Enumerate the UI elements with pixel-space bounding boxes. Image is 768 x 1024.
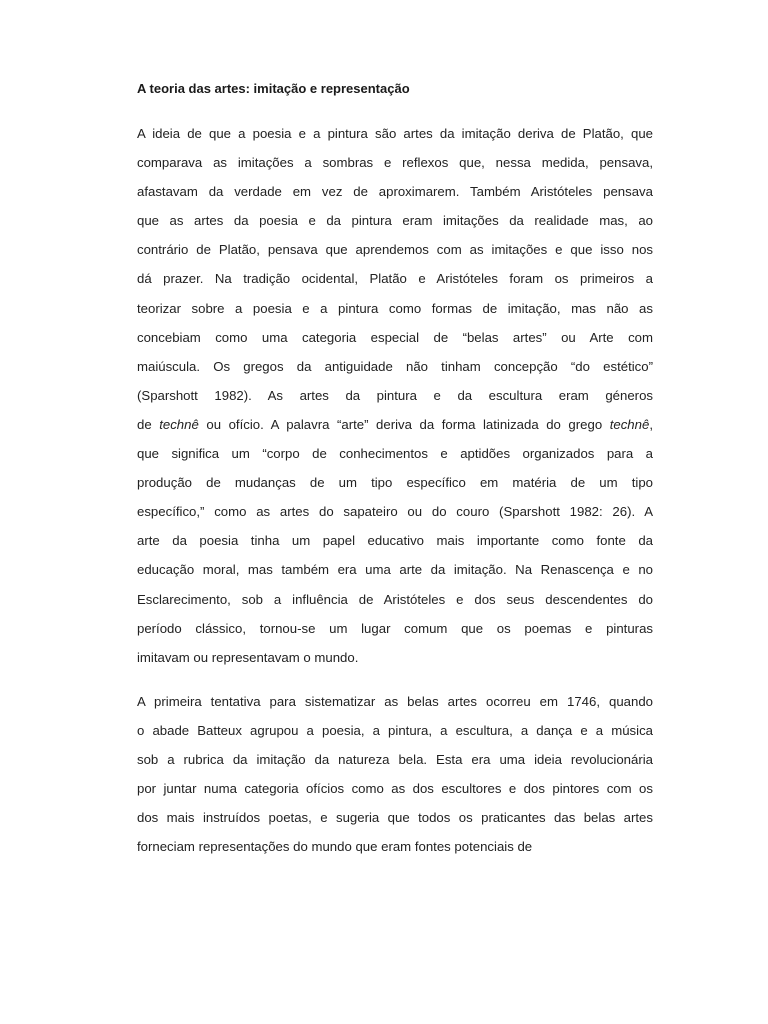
text-line — [137, 692, 653, 721]
text-line — [137, 560, 653, 589]
text-line — [137, 269, 653, 298]
text-segment: dá prazer. Na tradição ocidental, Platão e Aristóteles foram os primeiros a — [137, 271, 653, 287]
text-line — [137, 299, 653, 328]
paragraph — [137, 692, 653, 867]
text-line — [137, 182, 653, 211]
text-segment: educação moral, mas também era uma arte da imitação. Na Renascença e no — [137, 562, 653, 578]
paragraph — [137, 124, 653, 677]
text-segment: arte da poesia tinha um papel educativo mais importante como fonte da — [137, 533, 653, 549]
text-line — [137, 721, 653, 750]
text-line — [137, 386, 653, 415]
text-line — [137, 750, 653, 779]
text-line — [137, 240, 653, 269]
text-segment: por juntar numa categoria ofícios como as dos escultores e dos pintores com os — [137, 781, 653, 797]
text-line — [137, 531, 653, 560]
text-line — [137, 590, 653, 619]
text-segment: que as artes da poesia e da pintura eram imitações da realidade mas, ao — [137, 213, 653, 229]
text-line — [137, 502, 653, 531]
text-segment: período clássico, tornou-se um lugar comum que os poemas e pinturas — [137, 620, 653, 636]
text-line — [137, 415, 653, 444]
text-segment: contrário de Platão, pensava que aprendemos com as imitações e que isso nos — [137, 242, 653, 258]
page-title: A teoria das artes: imitação e representação — [137, 81, 410, 96]
text-segment: A primeira tentativa para sistematizar as belas artes ocorreu em 1746, quando — [137, 694, 653, 709]
text-segment: concebiam como uma categoria especial de “belas artes” ou Arte com — [137, 329, 653, 345]
text-segment: imitavam ou representavam o mundo. — [137, 649, 359, 665]
text-segment: comparava as imitações a sombras e reflexos que, nessa medida, pensava, — [137, 155, 653, 171]
text-segment: (Sparshott 1982). As artes da pintura e da escultura eram géneros — [137, 387, 653, 403]
text-segment: dos mais instruídos poetas, e sugeria que todos os praticantes das belas artes — [137, 810, 653, 826]
italic-term: technê — [159, 416, 199, 432]
text-line — [137, 473, 653, 502]
text-segment: teorizar sobre a poesia e a pintura como formas de imitação, mas não as — [137, 300, 653, 316]
text-segment: específico,” como as artes do sapateiro ou do couro (Sparshott 1982: 26). A — [137, 504, 653, 520]
text-segment: afastavam da verdade em vez de aproximarem. Também Aristóteles pensava — [137, 184, 653, 200]
text-segment: o abade Batteux agrupou a poesia, a pintura, a escultura, a dança e a música — [137, 723, 653, 739]
text-segment: ou ofício. A palavra “arte” deriva da forma latinizada do grego — [198, 416, 610, 432]
text-line — [137, 153, 653, 182]
text-line — [137, 211, 653, 240]
text-segment: , — [649, 416, 653, 432]
text-line — [137, 124, 653, 153]
text-segment: forneciam representações do mundo que eram fontes potenciais de — [137, 839, 533, 855]
text-segment: A ideia de que a poesia e a pintura são artes da imitação deriva de Platão, que — [137, 126, 653, 141]
text-line — [137, 357, 653, 386]
text-line — [137, 808, 653, 837]
text-line — [137, 779, 653, 808]
text-line — [137, 648, 653, 677]
text-segment: de — [137, 416, 160, 432]
text-segment: sob a rubrica da imitação da natureza bela. Esta era uma ideia revolucionária — [137, 752, 653, 768]
italic-term: technê — [609, 416, 650, 432]
text-segment: Esclarecimento, sob a influência de Aristóteles e dos seus descendentes do — [137, 591, 653, 607]
text-line — [137, 837, 653, 866]
text-line — [137, 328, 653, 357]
text-segment: produção de mudanças de um tipo específico em matéria de um tipo — [137, 475, 653, 491]
text-line — [137, 619, 653, 648]
text-segment: maiúscula. Os gregos da antiguidade não tinham concepção “do estético” — [137, 358, 653, 374]
text-segment: que significa um “corpo de conhecimentos e aptidões organizados para a — [137, 446, 653, 462]
text-line — [137, 444, 653, 473]
